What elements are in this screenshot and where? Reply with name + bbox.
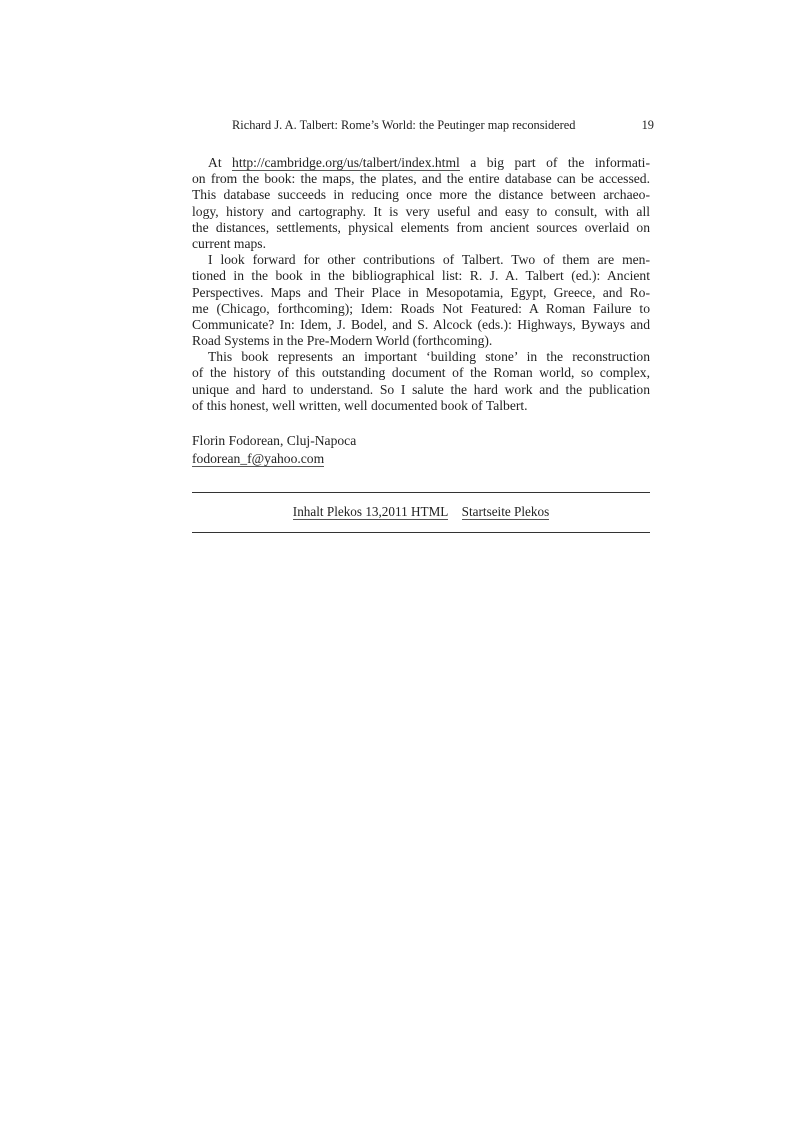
cambridge-url-link[interactable]: http://cambridge.org/us/talbert/index.html [232, 155, 460, 170]
text-line: on from the book: the maps, the plates, and the entire database can be accessed. [192, 171, 650, 187]
plekos-home-link[interactable]: Startseite Plekos [461, 504, 550, 519]
running-title: Richard J. A. Talbert: Rome’s World: the Peutinger map reconsidered [232, 118, 576, 132]
paragraph-2 [192, 252, 650, 349]
footer-nav [192, 504, 650, 520]
text-line: the distances, settlements, physical elements from ancient sources overlaid on [192, 219, 650, 235]
text-line: This database succeeds in reducing once more the distance between archaeo- [192, 187, 650, 203]
text-line: tioned in the book in the bibliographical list: R. J. A. Talbert (ed.): Ancient [192, 268, 650, 284]
text-line: Perspectives. Maps and Their Place in Mesopotamia, Egypt, Greece, and Ro- [192, 284, 650, 300]
divider-bottom [192, 532, 650, 533]
review-body [192, 155, 650, 414]
signature-block [192, 432, 356, 468]
text-line: This book represents an important ‘building stone’ in the reconstruction [208, 349, 650, 365]
author-name: Florin Fodorean, Cluj-Napoca [192, 433, 357, 448]
text-line: Road Systems in the Pre-Modern World (forthcoming). [192, 333, 493, 349]
paragraph-1 [192, 155, 650, 252]
page-number: 19 [641, 118, 654, 132]
text-line: At http://cambridge.org/us/talbert/index.html a big part of the informati- [208, 155, 650, 170]
text-line: of the history of this outstanding document of the Roman world, so complex, [192, 365, 650, 381]
running-header [232, 118, 654, 133]
text-line: me (Chicago, forthcoming); Idem: Roads Not Featured: A Roman Failure to [192, 300, 650, 316]
text-line: unique and hard to understand. So I salute the hard work and the publication [192, 381, 650, 397]
issue-contents-link[interactable]: Inhalt Plekos 13,2011 HTML [292, 504, 449, 519]
text-line: of this honest, well written, well documented book of Talbert. [192, 397, 528, 413]
text-line: Communicate? In: Idem, J. Bodel, and S. Alcock (eds.): Highways, Byways and [192, 316, 650, 332]
author-email-link[interactable]: fodorean_f@yahoo.com [192, 451, 325, 466]
text-line: current maps. [192, 235, 266, 251]
paragraph-3 [192, 349, 650, 414]
text-line: I look forward for other contributions of Talbert. Two of them are men- [208, 252, 650, 268]
divider-top [192, 492, 650, 493]
text-line: logy, history and cartography. It is very useful and easy to consult, with all [192, 203, 650, 219]
